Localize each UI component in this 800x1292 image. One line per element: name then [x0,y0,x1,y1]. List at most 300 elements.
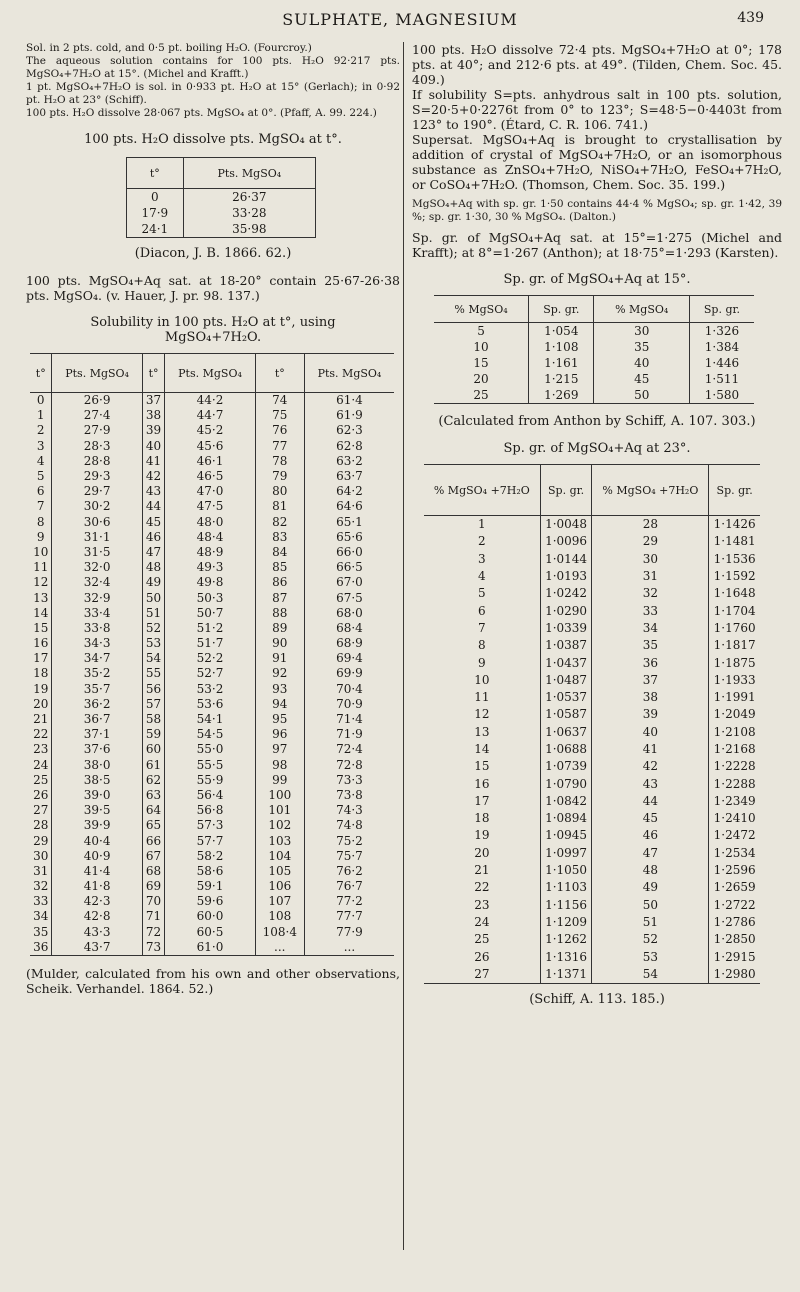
table-cell: 75·7 [304,849,394,864]
table-cell: 20 [33,696,49,711]
table-cell: 36·7 [52,712,142,727]
table-cell: 53·6 [165,697,255,712]
table-cell: 54 [142,651,165,666]
table-cell: 103 [255,833,304,848]
table-cell: 23 [474,897,490,912]
table-cell: 107 [255,894,304,909]
table-cell: 1·2786 [709,914,760,931]
column-header: Pts. MgSO₄ [304,354,394,393]
table-cell: 84 [255,545,304,560]
table-cell: 59·1 [165,879,255,894]
table-cell: 22 [474,880,490,895]
table-cell: 61 [142,758,165,773]
table-cell: 52 [592,931,709,948]
table-cell: 101 [255,803,304,818]
table-row [424,914,760,931]
table-cell: 76·2 [304,864,394,879]
table-cell: 1·384 [689,339,754,355]
column-header: Pts. MgSO₄ [165,354,255,393]
table-cell: 46 [142,530,165,545]
table-cell: ... [304,940,394,956]
table-cell: 45·2 [165,423,255,438]
table-cell: 22 [33,727,49,742]
diacon-table-title: 100 pts. H₂O dissolve pts. MgSO₄ at t°. [84,132,342,147]
column-header: Pts. MgSO₄ [52,354,142,393]
table-cell: 1·2980 [709,966,760,984]
table-cell: 25 [473,388,489,402]
table-cell: 77 [255,439,304,454]
table-cell: 30·2 [52,499,142,514]
table-cell: 38 [592,689,709,706]
table-cell: 26·37 [183,189,315,206]
table-cell: 41·4 [52,864,142,879]
sp-gr-15-reference: (Calculated from Anthon by Schiff, A. 107. 303.) [438,414,756,429]
table-cell: 35 [33,924,49,939]
table-cell: 71·9 [304,727,394,742]
table-cell: 108·4 [255,925,304,940]
table-cell: 14 [474,742,490,756]
table-cell: 50·3 [165,590,255,605]
table-cell: 1·161 [529,355,594,371]
table-cell: 47·5 [165,499,255,514]
table-row [30,545,394,560]
table-cell: 19 [33,681,49,696]
table-cell: 72 [142,925,165,940]
table-cell: 26 [474,949,490,964]
table-cell: 63·7 [304,469,394,484]
table-cell: 1·0048 [540,516,592,534]
table-cell: 52·2 [165,651,255,666]
column-header: t° [255,354,304,393]
table-row [30,788,394,803]
table-cell: 9 [36,529,45,544]
table-cell: 33·4 [52,606,142,621]
table-cell: 34 [33,909,49,924]
table-cell: 50 [142,590,165,605]
table-row [424,931,760,948]
table-cell: 1 [478,517,486,532]
table-cell: 32·9 [52,590,142,605]
michel-krafft-paragraph: The aqueous solution contains for 100 pts. H₂O 92·217 pts. MgSO₄+7H₂O at 15°. (Michel and Krafft.) [26,55,400,80]
table-cell: 1·0945 [540,827,592,844]
table-cell: 29·7 [52,484,142,499]
table-cell: 34 [592,620,709,637]
table-cell: 52 [142,621,165,636]
table-row [30,636,394,651]
table-cell: 14 [33,605,49,620]
page-number: 439 [737,10,764,26]
column-header: Sp. gr. [540,465,592,516]
table-cell: 80 [255,484,304,499]
table-cell: 48·4 [165,530,255,545]
table-row [424,966,760,984]
table-row [127,205,316,221]
table-cell: ... [255,940,304,956]
table-row [30,439,394,454]
table-cell: 43 [142,484,165,499]
table-row [424,672,760,689]
table-cell: 42 [142,469,165,484]
column-header: t° [127,158,184,189]
table-cell: 55·5 [165,758,255,773]
table-cell: 50·7 [165,606,255,621]
table-cell: 53·2 [165,682,255,697]
table-cell: 40 [592,724,709,741]
solubility-table-title: Solubility in 100 pts. H₂O at t°, using MgSO₄+7H₂O. [90,315,336,345]
table-cell: 4 [36,453,45,468]
table-header-row [434,296,754,323]
table-cell: 64 [142,803,165,818]
table-cell: 28 [592,516,709,534]
table-cell: 35 [592,637,709,654]
table-row [30,773,394,788]
table-cell: 1·2850 [709,931,760,948]
table-cell: 93 [255,682,304,697]
table-cell: 1·2288 [709,775,760,792]
table-cell: 47·0 [165,484,255,499]
table-cell: 50 [594,387,689,404]
thomson-paragraph: Supersat. MgSO₄+Aq is brought to crystallisation by addition of crystal of MgSO₄+7H₂O, or an isomorphous substance as ZnSO₄+7H₂O, NiSO₄+7H₂O, FeSO₄+7H₂O, or CoSO₄+7H₂O. (Thomson, Chem. Soc. 35. 199.) [412,132,782,192]
table-cell: 28 [33,818,49,833]
table-row [30,484,394,499]
table-cell: 95 [255,712,304,727]
table-cell: 8 [36,514,45,529]
sp-gr-23-reference: (Schiff, A. 113. 185.) [529,992,665,1008]
table-row [30,818,394,833]
table-cell: 1·1760 [709,620,760,637]
table-cell: 65·1 [304,515,394,530]
table-cell: 24 [33,757,49,772]
table-cell: 1 [36,408,45,423]
sp-gr-15-table-title: Sp. gr. of MgSO₄+Aq at 15°. [503,272,691,287]
table-cell: 11 [33,560,49,575]
table-row [30,575,394,590]
table-row [424,551,760,568]
table-cell: 1·1875 [709,654,760,671]
table-row [434,355,754,371]
table-cell: 29·3 [52,469,142,484]
table-cell: 25 [33,772,49,787]
table-cell: 7 [478,620,486,635]
table-cell: 68·4 [304,621,394,636]
column-header: Pts. MgSO₄ [183,158,315,189]
table-cell: 55·0 [165,742,255,757]
table-cell: 42·3 [52,894,142,909]
table-cell: 83 [255,530,304,545]
table-row [424,637,760,654]
table-cell: 57·3 [165,818,255,833]
table-cell: 54·1 [165,712,255,727]
pfaff-paragraph: 100 pts. H₂O dissolve 28·067 pts. MgSO₄ at 0°. (Pfaff, A. 99. 224.) [26,107,377,119]
table-cell: 1·2596 [709,862,760,879]
table-cell: 33 [592,602,709,619]
column-header: % MgSO₄ +7H₂O [424,465,540,516]
table-cell: 49·8 [165,575,255,590]
table-row [424,845,760,862]
table-cell: 1·0739 [540,758,592,775]
table-cell: 60 [142,742,165,757]
table-cell: 82 [255,515,304,530]
table-cell: 38·5 [52,773,142,788]
column-header: % MgSO₄ [434,296,529,323]
table-cell: 46·1 [165,454,255,469]
table-row [424,724,760,741]
table-cell: 68·0 [304,606,394,621]
table-cell: 58·6 [165,864,255,879]
table-cell: 89 [255,621,304,636]
table-cell: 59·6 [165,894,255,909]
table-cell: 68 [142,864,165,879]
table-cell: 17 [33,651,49,666]
table-row [30,393,394,409]
table-cell: 69·9 [304,666,394,681]
table-cell: 43·7 [52,940,142,956]
table-cell: 0 [151,190,159,204]
table-cell: 1·0637 [540,724,592,741]
table-cell: 1·1817 [709,637,760,654]
table-cell: 43 [592,775,709,792]
table-cell: 35·98 [183,221,315,238]
table-cell: 85 [255,560,304,575]
table-row [424,897,760,914]
table-cell: 3 [36,438,45,453]
table-cell: 55·9 [165,773,255,788]
table-cell: 40·4 [52,833,142,848]
table-cell: 1·269 [529,387,594,404]
table-cell: 72·8 [304,758,394,773]
table-cell: 1·1991 [709,689,760,706]
table-cell: 76 [255,423,304,438]
table-cell: 39·9 [52,818,142,833]
table-cell: 1·108 [529,339,594,355]
table-cell: 26 [33,787,49,802]
table-cell: 66·0 [304,545,394,560]
table-cell: 86 [255,575,304,590]
table-cell: 36 [33,939,49,954]
table-cell: 73 [142,940,165,956]
table-cell: 1·0096 [540,533,592,550]
table-cell: 1·2659 [709,879,760,896]
table-cell: 77·9 [304,925,394,940]
table-cell: 48 [142,560,165,575]
table-cell: 1·0842 [540,793,592,810]
table-row [30,651,394,666]
table-cell: 51·7 [165,636,255,651]
table-cell: 36 [592,654,709,671]
column-header: Sp. gr. [689,296,754,323]
table-cell: 42·8 [52,909,142,924]
table-cell: 37·1 [52,727,142,742]
hauer-paragraph: 100 pts. MgSO₄+Aq sat. at 18-20° contain 25·67-26·38 pts. MgSO₄. (v. Hauer, J. pr. 98. 137.) [26,273,400,303]
table-cell: 53 [142,636,165,651]
table-cell: 40 [594,355,689,371]
table-cell: 51·2 [165,621,255,636]
table-cell: 69·4 [304,651,394,666]
table-row [434,371,754,387]
table-cell: 10 [474,672,490,687]
table-cell: 31 [592,568,709,585]
table-cell: 10 [473,340,489,354]
table-cell: 75 [255,408,304,423]
table-cell: 58 [142,712,165,727]
table-cell: 49·3 [165,560,255,575]
right-column [412,42,782,1007]
table-cell: 63·2 [304,454,394,469]
table-cell: 21 [33,712,49,727]
column-header: Sp. gr. [529,296,594,323]
table-cell: 16 [33,636,49,651]
table-cell: 73·8 [304,788,394,803]
table-cell: 1·0193 [540,568,592,585]
table-cell: 1·1704 [709,602,760,619]
table-row [30,560,394,575]
table-cell: 70·9 [304,697,394,712]
table-cell: 27 [33,803,49,818]
table-cell: 5 [478,586,486,601]
table-row [30,742,394,757]
table-cell: 67·5 [304,590,394,605]
table-cell: 74·8 [304,818,394,833]
table-cell: 50 [592,897,709,914]
table-cell: 39·5 [52,803,142,818]
table-cell: 53 [592,948,709,965]
table-row [30,833,394,848]
table-cell: 48·9 [165,545,255,560]
table-cell: 16 [474,776,490,791]
table-cell: 51 [142,606,165,621]
table-cell: 92 [255,666,304,681]
table-row [30,925,394,940]
table-cell: 62·3 [304,423,394,438]
table-cell: 1·0290 [540,602,592,619]
table-cell: 7 [36,499,45,514]
table-cell: 6 [36,484,45,499]
table-cell: 90 [255,636,304,651]
table-cell: 45 [594,371,689,387]
table-cell: 37 [142,393,165,409]
table-cell: 60·0 [165,909,255,924]
table-cell: 39 [592,706,709,723]
etard-paragraph: If solubility S=pts. anhydrous salt in 100 pts. solution, S=20·5+0·2276t from 0° to 123°; S=48·5−0·4403t from 123° to 190°. (Étard, C. R. 106. 741.) [412,87,782,132]
table-row [30,864,394,879]
table-row [434,339,754,355]
table-cell: 102 [255,818,304,833]
table-cell: 47 [142,545,165,560]
table-row [30,697,394,712]
table-cell: 33 [33,894,49,909]
specific-gravity-paragraph: Sp. gr. of MgSO₄+Aq sat. at 15°=1·275 (Michel and Krafft); at 8°=1·267 (Anthon); at 18·75°=1·293 (Karsten). [412,230,782,260]
table-row [30,879,394,894]
table-cell: 30 [594,323,689,340]
table-cell: 61·4 [304,393,394,409]
table-cell: 35·2 [52,666,142,681]
table-cell: 76·7 [304,879,394,894]
table-cell: 65 [142,818,165,833]
table-cell: 71 [142,909,165,924]
table-cell: 25 [474,932,490,947]
table-cell: 41 [142,454,165,469]
table-header-row [424,465,760,516]
table-cell: 1·2472 [709,827,760,844]
column-header: Sp. gr. [709,465,760,516]
table-cell: 71·4 [304,712,394,727]
table-cell: 33·28 [183,205,315,221]
table-cell: 56 [142,682,165,697]
table-cell: 34·7 [52,651,142,666]
table-cell: 46·5 [165,469,255,484]
table-row [127,221,316,238]
table-row [424,879,760,896]
table-cell: 44 [592,793,709,810]
table-row [424,827,760,844]
table-cell: 1·0587 [540,706,592,723]
table-row [30,909,394,924]
table-cell: 100 [255,788,304,803]
table-cell: 91 [255,651,304,666]
table-cell: 37·6 [52,742,142,757]
table-cell: 1·0437 [540,654,592,671]
table-cell: 81 [255,499,304,514]
table-row [424,689,760,706]
table-row [30,849,394,864]
table-cell: 1·1156 [540,897,592,914]
table-cell: 34·3 [52,636,142,651]
table-cell: 104 [255,849,304,864]
table-cell: 1·2915 [709,948,760,965]
table-row [424,568,760,585]
column-divider [403,42,404,1250]
table-row [30,590,394,605]
table-row [30,682,394,697]
table-cell: 39 [142,423,165,438]
table-cell: 26·9 [52,393,142,409]
table-cell: 12 [33,575,49,590]
table-row [424,741,760,758]
table-cell: 32·0 [52,560,142,575]
table-cell: 1·2349 [709,793,760,810]
table-cell: 35 [594,339,689,355]
table-cell: 49 [592,879,709,896]
table-cell: 51 [592,914,709,931]
table-cell: 75·2 [304,833,394,848]
table-cell: 1·215 [529,371,594,387]
table-cell: 44 [142,499,165,514]
table-row [127,189,316,206]
table-cell: 12 [474,707,490,722]
table-row [30,940,394,956]
table-cell: 61·9 [304,408,394,423]
table-cell: 10 [33,544,49,559]
table-cell: 36·2 [52,697,142,712]
table-cell: 1·0144 [540,551,592,568]
running-header: SULPHATE, MAGNESIUM [282,10,518,29]
table-cell: 74 [255,393,304,409]
table-cell: 67·0 [304,575,394,590]
table-row [30,894,394,909]
table-cell: 6 [478,603,486,618]
table-cell: 77·7 [304,909,394,924]
table-row [30,408,394,423]
sp-gr-15-table [434,295,754,404]
table-cell: 1·2410 [709,810,760,827]
table-cell: 67 [142,849,165,864]
column-header: t° [142,354,165,393]
table-cell: 5 [36,469,45,484]
table-cell: 42 [592,758,709,775]
table-cell: 1·0790 [540,775,592,792]
table-row [30,758,394,773]
table-cell: 1·0688 [540,741,592,758]
